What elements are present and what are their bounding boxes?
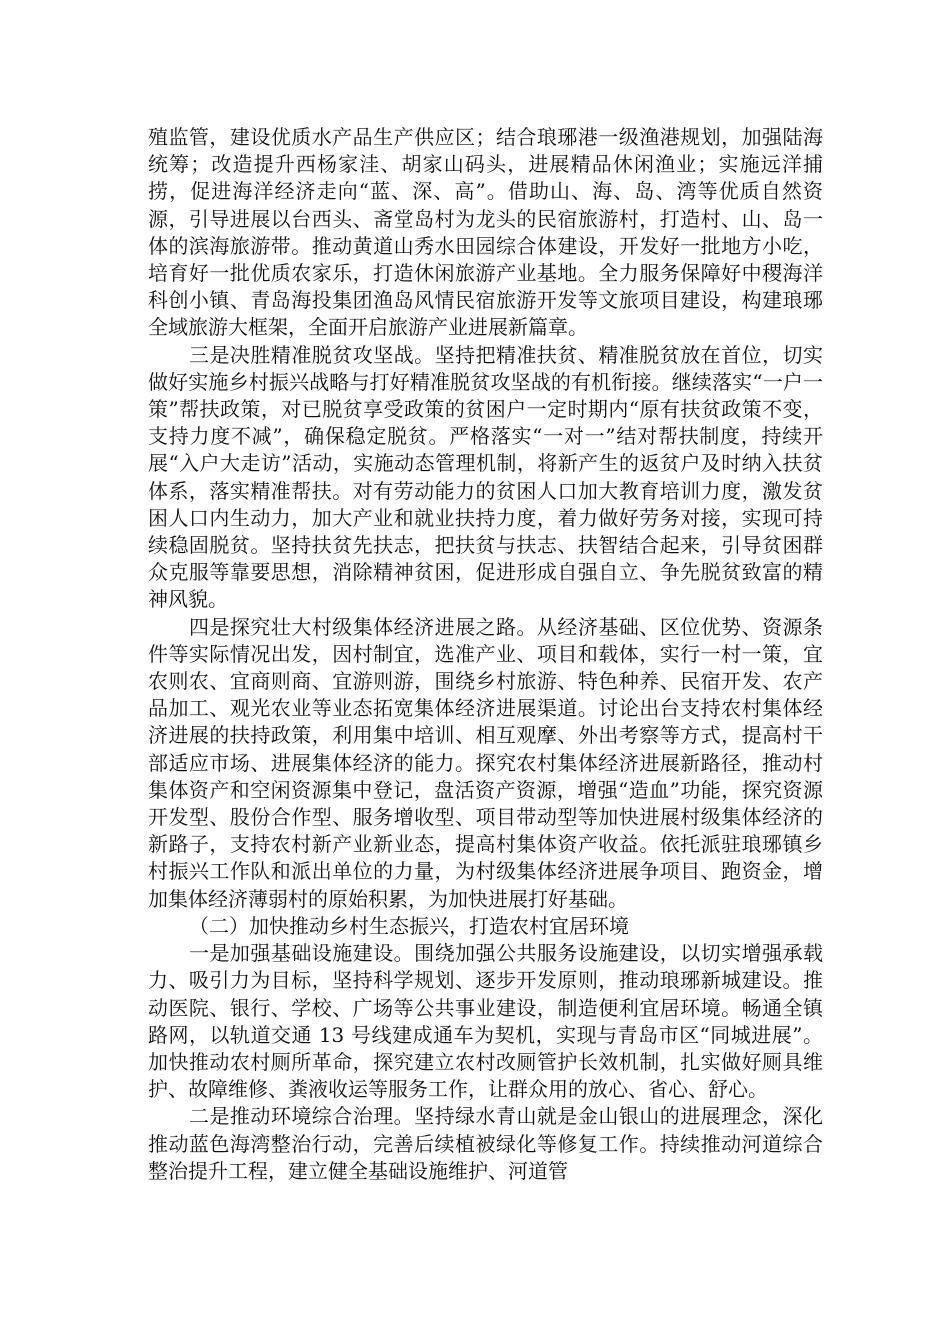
paragraph-2: 三是决胜精准脱贫攻坚战。坚持把精准扶贫、精准脱贫放在首位，切实做好实施乡村振兴战略与打好精准脱贫攻坚战的有机衔接。继续落实“一户一策”帮扶政策，对已脱贫享受政策的贫困户一定时期内“原有扶贫政策不变，支持力度不减”，确保稳定脱贫。严格落实“一对一”结对帮扶制度，持续开展“入户大走访”活动，实施动态管理机制，将新产生的返贫户及时纳入扶贫体系，落实精准帮扶。对有劳动能力的贫困人口加大教育培训力度，激发贫困人口内生动力，加大产业和就业扶持力度，着力做好劳务对接，实现可持续稳固脱贫。坚持扶贫先扶志，把扶贫与扶志、扶智结合起来，引导贫困群众克服等靠要思想，消除精神贫困，促进形成自强自立、争先脱贫致富的精神风貌。 [148, 342, 823, 612]
paragraph-5: 二是推动环境综合治理。坚持绿水青山就是金山银山的进展理念，深化推动蓝色海湾整治行动，完善后续植被绿化等修复工作。持续推动河道综合整治提升工程，建立健全基础设施维护、河道管 [148, 1104, 823, 1183]
paragraph-4: 一是加强基础设施建设。围绕加强公共服务设施建设，以切实增强承载力、吸引力为目标，坚持科学规划、逐步开发原则，推动琅琊新城建设。推动医院、银行、学校、广场等公共事业建设，制造便利宜居环境。畅通全镇路网，以轨道交通 13 号线建成通车为契机，实现与青岛市区“同城进展”。加快推动农村厕所革命，探究建立农村改厕管护长效机制，扎实做好厕具维护、故障维修、粪液收运等服务工作，让群众用的放心、省心、舒心。 [148, 941, 823, 1102]
paragraph-3: 四是探究壮大村级集体经济进展之路。从经济基础、区位优势、资源条件等实际情况出发，因村制宜，选准产业、项目和载体，实行一村一策，宜农则农、宜商则商、宜游则游，围绕乡村旅游、特色种养、民宿开发、农产品加工、观光农业等业态拓宽集体经济进展渠道。讨论出台支持农村集体经济进展的扶持政策，利用集中培训、相互观摩、外出考察等方式，提高村干部适应市场、进展集体经济的能力。探究农村集体经济进展新路径，推动村集体资产和空闲资源集中登记，盘活资产资源，增强“造血”功能，探究资源开发型、股份合作型、服务增收型、项目带动型等加快进展村级集体经济的新路子，支持农村新产业新业态，提高村集体资产收益。依托派驻琅琊镇乡村振兴工作队和派出单位的力量，为村级集体经济进展争项目、跑资金，增加集体经济薄弱村的原始积累，为加快进展打好基础。 [148, 614, 823, 911]
document-body [148, 124, 823, 1185]
paragraph-1: 殖监管，建设优质水产品生产供应区；结合琅琊港一级渔港规划，加强陆海统筹；改造提升西杨家洼、胡家山码头，进展精品休闲渔业；实施远洋捕捞，促进海洋经济走向“蓝、深、高”。借助山、海、岛、湾等优质自然资源，引导进展以台西头、斋堂岛村为龙头的民宿旅游村，打造村、山、岛一体的滨海旅游带。推动黄道山秀水田园综合体建设，开发好一批地方小吃，培育好一批优质农家乐，打造休闲旅游产业基地。全力服务保障好中稷海洋科创小镇、青岛海投集团渔岛风情民宿旅游开发等文旅项目建设，构建琅琊全域旅游大框架，全面开启旅游产业进展新篇章。 [148, 125, 823, 340]
section-heading: （二）加快推动乡村生态振兴，打造农村宜居环境 [189, 913, 629, 938]
